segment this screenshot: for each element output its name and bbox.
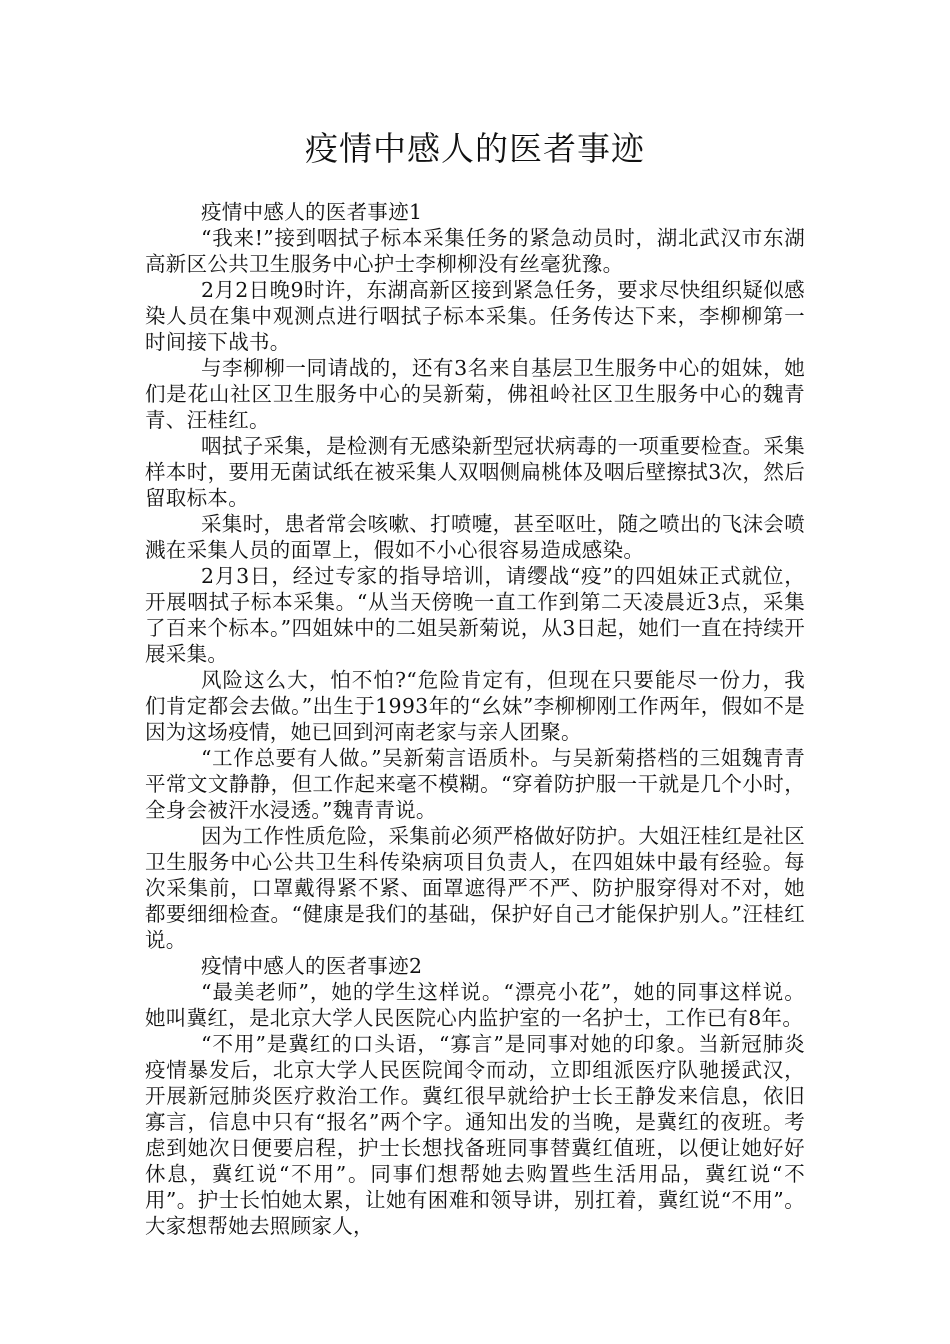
paragraph: 咽拭子采集，是检测有无感染新型冠状病毒的一项重要检查。采集样本时，要用无菌试纸在被采集人双咽侧扁桃体及咽后壁擦拭3次，然后留取标本。 — [145, 434, 805, 510]
paragraph: “我来!”接到咽拭子标本采集任务的紧急动员时，湖北武汉市东湖高新区公共卫生服务中心护士李柳柳没有丝毫犹豫。 — [145, 226, 805, 276]
paragraph: 风险这么大，怕不怕?“危险肯定有，但现在只要能尽一份力，我们肯定都会去做。”出生于1993年的“幺妹”李柳柳刚工作两年，假如不是因为这场疫情，她已回到河南老家与亲人团聚。 — [145, 668, 805, 744]
paragraph: “不用”是冀红的口头语，“寡言”是同事对她的印象。当新冠肺炎疫情暴发后，北京大学人民医院闻令而动，立即组派医疗队驰援武汉，开展新冠肺炎医疗救治工作。冀红很早就给护士长王静发来信息，依旧寡言，信息中只有“报名”两个字。通知出发的当晚，是冀红的夜班。考虑到她次日便要启程，护士长想找备班同事替冀红值班，以便让她好好休息，冀红说“不用”。同事们想帮她去购置些生活用品，冀红说“不用”。护士长怕她太累，让她有困难和领导讲，别扛着，冀红说“不用”。大家想帮她去照顾家人， — [145, 1032, 805, 1238]
paragraph: 2月3日，经过专家的指导培训，请缨战“疫”的四姐妹正式就位，开展咽拭子标本采集。“从当天傍晚一直工作到第二天凌晨近3点，采集了百来个标本。”四姐妹中的二姐吴新菊说，从3日起，她们一直在持续开展采集。 — [145, 564, 805, 666]
paragraph: 因为工作性质危险，采集前必须严格做好防护。大姐汪桂红是社区卫生服务中心公共卫生科传染病项目负责人，在四姐妹中最有经验。每次采集前，口罩戴得紧不紧、面罩遮得严不严、防护服穿得对不对，她都要细细检查。“健康是我们的基础，保护好自己才能保护别人。”汪桂红说。 — [145, 824, 805, 952]
paragraph: 采集时，患者常会咳嗽、打喷嚏，甚至呕吐，随之喷出的飞沫会喷溅在采集人员的面罩上，假如不小心很容易造成感染。 — [145, 512, 805, 562]
paragraph: 2月2日晚9时许，东湖高新区接到紧急任务，要求尽快组织疑似感染人员在集中观测点进行咽拭子标本采集。任务传达下来，李柳柳第一时间接下战书。 — [145, 278, 805, 354]
paragraph: “最美老师”，她的学生这样说。“漂亮小花”，她的同事这样说。她叫冀红，是北京大学人民医院心内监护室的一名护士，工作已有8年。 — [145, 980, 805, 1030]
paragraph: “工作总要有人做。”吴新菊言语质朴。与吴新菊搭档的三姐魏青青平常文文静静，但工作起来毫不模糊。“穿着防护服一干就是几个小时，全身会被汗水浸透。”魏青青说。 — [145, 746, 805, 822]
section-heading-1: 疫情中感人的医者事迹1 — [201, 200, 423, 224]
document-title: 疫情中感人的医者事迹 — [305, 129, 645, 168]
section-heading-2: 疫情中感人的医者事迹2 — [201, 954, 423, 978]
paragraph: 与李柳柳一同请战的，还有3名来自基层卫生服务中心的姐妹，她们是花山社区卫生服务中心的吴新菊，佛祖岭社区卫生服务中心的魏青青、汪桂红。 — [145, 356, 805, 432]
document-body — [145, 199, 805, 1239]
